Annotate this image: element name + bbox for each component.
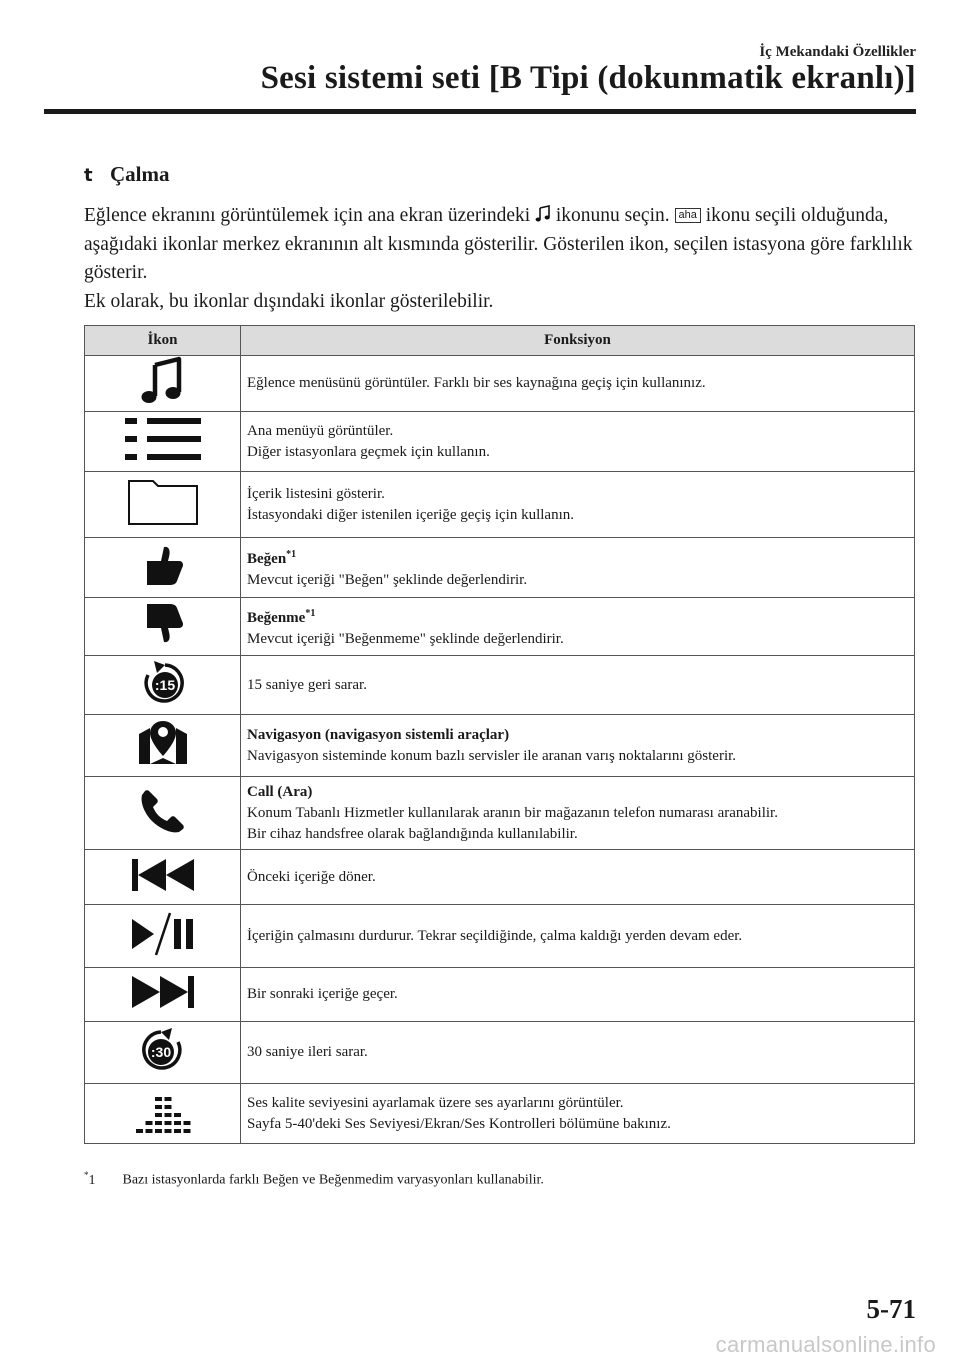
header-rule <box>44 109 916 114</box>
footnote-ref: *1 <box>305 608 316 619</box>
intro-text-b: ikonunu seçin. <box>551 205 675 226</box>
function-cell <box>241 715 915 777</box>
aha-inline-icon: aha <box>675 208 701 223</box>
page-number: 5-71 <box>866 1294 916 1324</box>
icon-cell <box>85 1022 241 1084</box>
table-row <box>85 356 915 412</box>
function-description: Sayfa 5-40'deki Ses Seviyesi/Ekran/Ses Kontrolleri bölümüne bakınız. <box>247 1115 671 1132</box>
thumbs-down-icon <box>85 602 240 651</box>
function-cell <box>241 412 915 472</box>
column-header-icon: İkon <box>85 326 241 356</box>
column-header-function: Fonksiyon <box>241 326 915 356</box>
folder-icon <box>85 478 240 531</box>
function-cell <box>241 356 915 412</box>
intro-text-c: ikonu seçili olduğunda, aşağıdaki ikonlar merkez ekranının alt kısmında gösterilir. Gösterilen ikon, seçilen istasyona göre farklılık gösterir. <box>84 205 913 283</box>
function-cell <box>241 1084 915 1144</box>
function-title: Beğenme$^{*1}$ <box>247 608 316 626</box>
footnote-text: Bazı istasyonlarda farklı Beğen ve Beğenmedim varyasyonları kullanabilir. <box>122 1172 544 1188</box>
table-row <box>85 656 915 715</box>
function-title: Navigasyon (navigasyon sistemli araçlar) <box>247 726 510 743</box>
footnote-marker: * <box>84 1170 89 1180</box>
function-title: Beğen$^{*1}$ <box>247 549 297 567</box>
icon-cell <box>85 412 241 472</box>
table-row <box>85 968 915 1022</box>
table-row <box>85 538 915 598</box>
icon-cell <box>85 538 241 598</box>
function-cell <box>241 538 915 598</box>
phone-icon <box>85 788 240 839</box>
map-pin-icon <box>85 718 240 773</box>
icon-cell <box>85 356 241 412</box>
section-marker: t <box>84 165 93 186</box>
function-cell <box>241 905 915 968</box>
function-description: Navigasyon sisteminde konum bazlı servisler ile aranan varış noktalarını gösterir. <box>247 747 737 764</box>
function-description: Eğlence menüsünü görüntüler. Farklı bir ses kaynağına geçiş için kullanınız. <box>247 375 706 391</box>
table-row <box>85 850 915 905</box>
music-note-inline-icon <box>535 205 551 223</box>
footnote-ref: *1 <box>286 549 297 560</box>
table-row <box>85 1084 915 1144</box>
watermark: carmanualsonline.info <box>715 1332 936 1357</box>
function-description: Ses kalite seviyesini ayarlamak üzere ses ayarlarını görüntüler. <box>247 1094 624 1111</box>
function-description: Ana menüyü görüntüler. <box>247 422 394 439</box>
function-cell <box>241 656 915 715</box>
function-description: Önceki içeriğe döner. <box>247 868 376 885</box>
function-title: Call (Ara) <box>247 783 313 800</box>
table-row <box>85 412 915 472</box>
play-pause-icon <box>85 909 240 964</box>
icon-cell <box>85 1084 241 1144</box>
skip-back-icon <box>85 855 240 900</box>
function-description: İçeriğin çalmasını durdurur. Tekrar seçildiğinde, çalma kaldığı yerden devam eder. <box>247 927 743 944</box>
thumbs-up-icon <box>85 543 240 592</box>
equalizer-icon <box>85 1087 240 1140</box>
forward-30-icon <box>85 1026 240 1079</box>
skip-forward-icon <box>85 972 240 1017</box>
function-description: 15 saniye geri sarar. <box>247 676 367 693</box>
intro-paragraph-2: Ek olarak, bu ikonlar dışındaki ikonlar gösterilebilir. <box>84 290 494 312</box>
chapter-label: İç Mekandaki Özellikler <box>759 44 916 60</box>
function-description: İstasyondaki diğer istenilen içeriğe geçiş için kullanın. <box>247 506 574 523</box>
function-description: İçerik listesini gösterir. <box>247 485 385 502</box>
section-heading-text: Çalma <box>110 162 170 186</box>
function-cell <box>241 777 915 850</box>
table-row <box>85 1022 915 1084</box>
rewind-15-icon <box>85 659 240 712</box>
function-description: Bir sonraki içeriğe geçer. <box>247 986 398 1002</box>
icon-cell <box>85 850 241 905</box>
function-description: Konum Tabanlı Hizmetler kullanılarak aranın bir mağazanın telefon numarası aranabilir. <box>247 804 778 821</box>
section-heading <box>84 162 170 187</box>
function-description: Diğer istasyonlara geçmek için kullanın. <box>247 443 490 460</box>
intro-paragraph-1 <box>84 202 916 288</box>
function-cell <box>241 598 915 656</box>
footnote-number: 1 <box>88 1172 96 1188</box>
footnote <box>84 1170 544 1189</box>
icon-cell <box>85 656 241 715</box>
svg-text::15: :15 <box>154 676 175 693</box>
function-cell <box>241 968 915 1022</box>
table-header-row <box>85 326 915 356</box>
icon-cell <box>85 472 241 538</box>
icon-cell <box>85 968 241 1022</box>
function-description: Mevcut içeriği "Beğen" şeklinde değerlendirir. <box>247 572 528 588</box>
svg-text::30: :30 <box>150 1044 171 1060</box>
table-row <box>85 905 915 968</box>
table-row <box>85 777 915 850</box>
function-cell <box>241 472 915 538</box>
icon-cell <box>85 598 241 656</box>
function-cell <box>241 850 915 905</box>
page-title: Sesi sistemi seti [B Tipi (dokunmatik ekranlı)] <box>260 60 916 96</box>
table-row <box>85 472 915 538</box>
icon-cell <box>85 777 241 850</box>
music-note-icon <box>85 356 240 411</box>
table-row <box>85 715 915 777</box>
table-row <box>85 598 915 656</box>
function-description: Bir cihaz handsfree olarak bağlandığında kullanılabilir. <box>247 825 578 842</box>
icon-function-table <box>84 325 915 1144</box>
icon-cell <box>85 905 241 968</box>
intro-text <box>84 202 916 316</box>
list-menu-icon <box>85 414 240 469</box>
function-cell <box>241 1022 915 1084</box>
intro-text-a: Eğlence ekranını görüntülemek için ana ekran üzerindeki <box>84 205 536 226</box>
function-description: 30 saniye ileri sarar. <box>247 1044 368 1060</box>
icon-cell <box>85 715 241 777</box>
function-description: Mevcut içeriği "Beğenmeme" şeklinde değerlendirir. <box>247 631 564 647</box>
